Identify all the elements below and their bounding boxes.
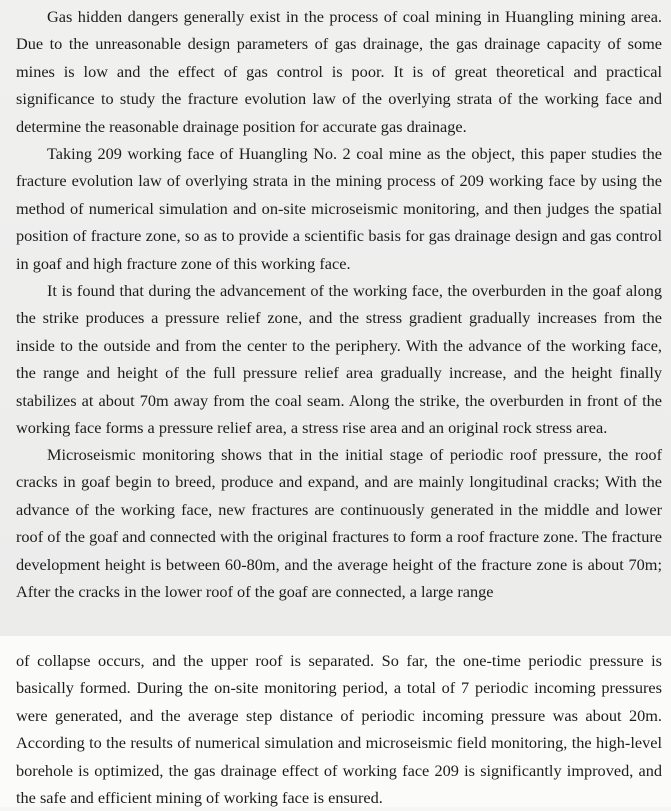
paragraph-study-object: Taking 209 working face of Huangling No. 2 coal mine as the object, this paper studies the fracture evolution law of overlying strata in the mining process of 209 working face by using the method of numerical simulation and on-site microseismic monitoring, and then judges the spatial position of fracture zone, so as to provide a scientific basis for gas drainage design and gas control in goaf and high fracture zone of this working face. — [16, 144, 662, 273]
paragraph-conclusion-continued: of collapse occurs, and the upper roof is separated. So far, the one-time periodic pressure is basically formed. During the on-site monitoring period, a total of 7 periodic incoming pressures were generated, and the average step distance of periodic incoming pressure was about 20m. According to the results of numerical simulation and microseismic field monitoring, the high-level borehole is optimized, the gas drainage effect of working face 209 is significantly improved, and the safe and efficient mining of working face is ensured. — [16, 651, 662, 808]
paragraph-gas-hazards: Gas hidden dangers generally exist in the process of coal mining in Huangling mining area. Due to the unreasonable design parameters of gas drainage, the gas drainage capacity of some mines is low and the effect of gas control is poor. It is of great theoretical and practical significance to study the fracture evolution law of the overlying strata of the working face and determine the reasonable drainage position for accurate gas drainage. — [16, 7, 662, 136]
paragraph-microseismic-monitoring: Microseismic monitoring shows that in the initial stage of periodic roof pressure, the roof cracks in goaf begin to breed, produce and expand, and are mainly longitudinal cracks; With the advance of the working face, new fractures are continuously generated in the middle and lower roof of the goaf and connected with the original fractures to form a roof fracture zone. The fracture development height is between 60-80m, and the average height of the fracture zone is about 70m; After the cracks in the lower roof of the goaf are connected, a large range — [16, 445, 662, 602]
paragraph-simulation-findings: It is found that during the advancement of the working face, the overburden in the goaf along the strike produces a pressure relief zone, and the stress gradient gradually increases from the inside to the outside and from the center to the periphery. With the advance of the working face, the range and height of the full pressure relief area gradually increase, and the height finally stabilizes at about 70m away from the coal seam. Along the strike, the overburden in front of the working face forms a pressure relief area, a stress rise area and an original rock stress area. — [16, 281, 662, 438]
